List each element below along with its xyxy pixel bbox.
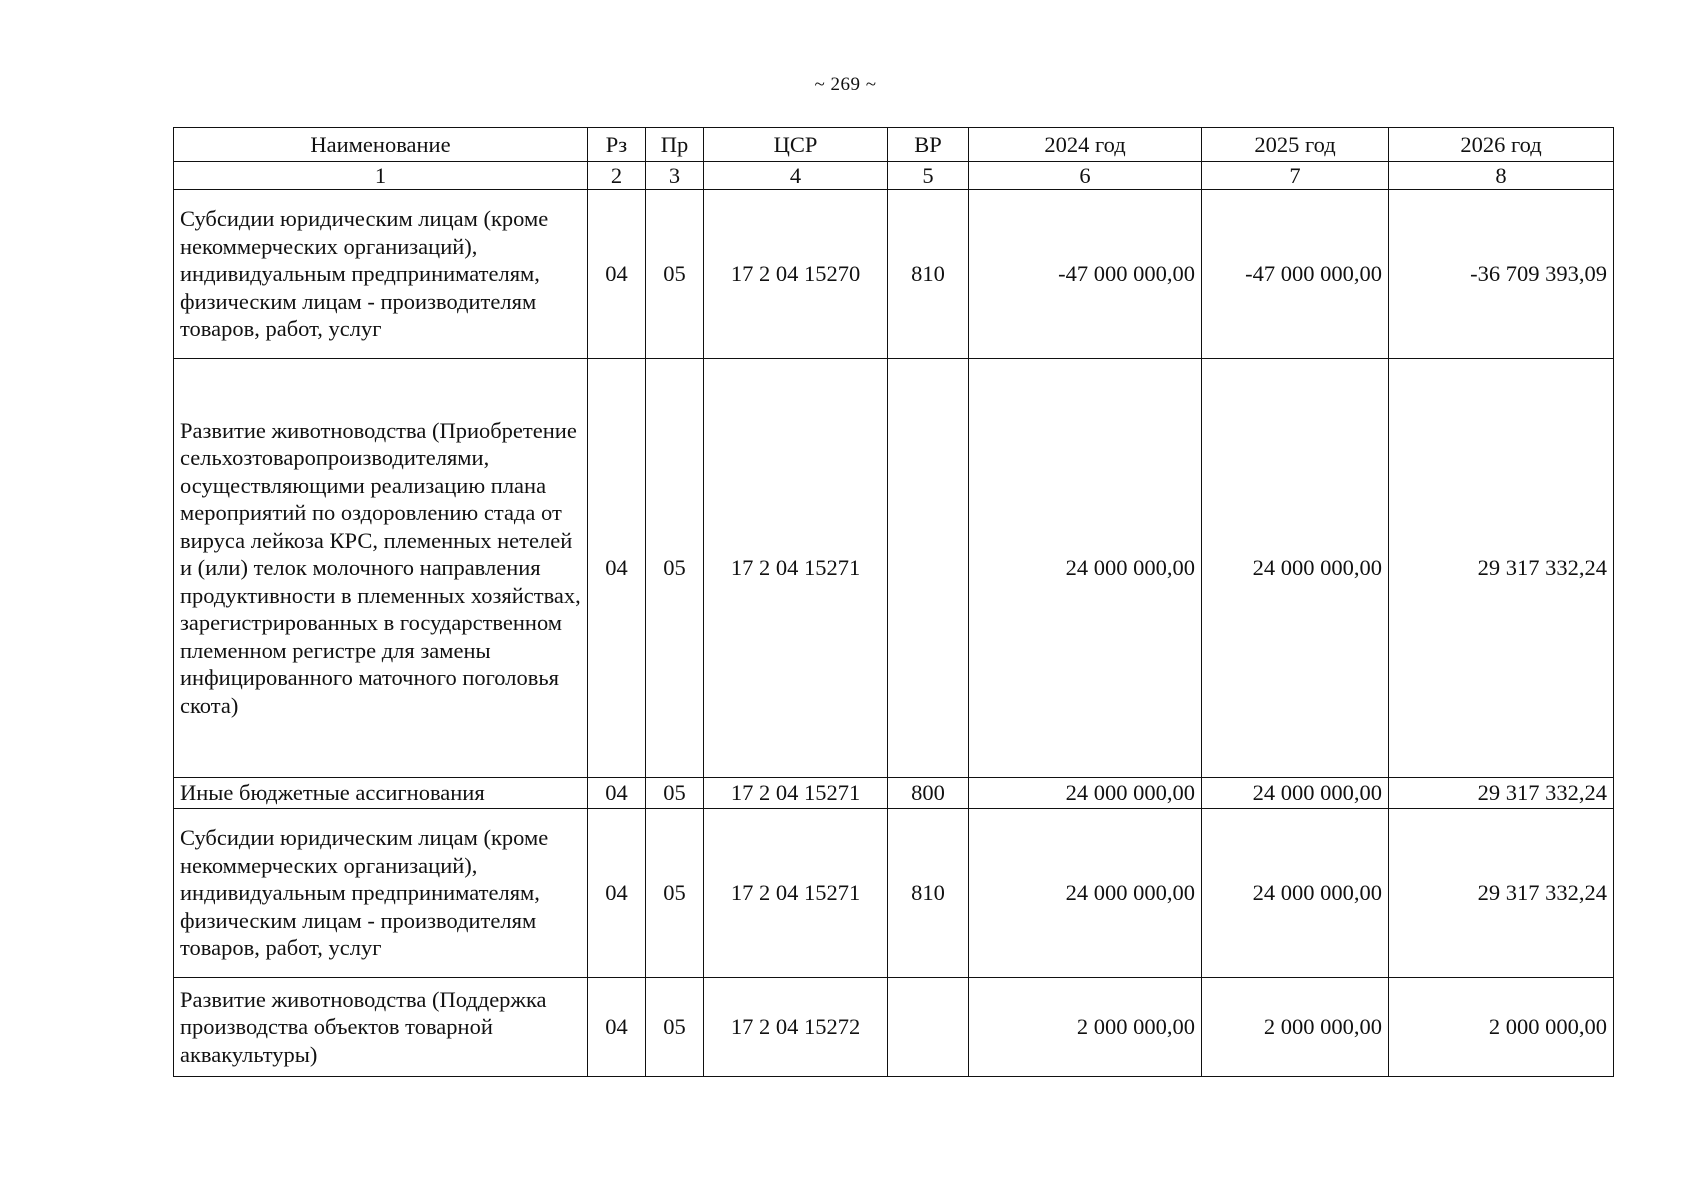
row-amount-2025: -47 000 000,00 bbox=[1202, 190, 1389, 359]
row-amount-2024: -47 000 000,00 bbox=[969, 190, 1202, 359]
row-csr: 17 2 04 15272 bbox=[704, 978, 888, 1077]
row-pr: 05 bbox=[646, 778, 704, 809]
row-amount-2024: 24 000 000,00 bbox=[969, 809, 1202, 978]
row-rz: 04 bbox=[588, 978, 646, 1077]
header-number-row bbox=[174, 162, 1614, 190]
row-amount-2026: 2 000 000,00 bbox=[1389, 978, 1614, 1077]
header-number: 1 bbox=[174, 162, 588, 190]
row-vr bbox=[888, 359, 969, 778]
header-number: 8 bbox=[1389, 162, 1614, 190]
row-name: Иные бюджетные ассигнования bbox=[174, 778, 588, 809]
row-amount-2024: 24 000 000,00 bbox=[969, 359, 1202, 778]
row-vr bbox=[888, 978, 969, 1077]
row-amount-2025: 24 000 000,00 bbox=[1202, 778, 1389, 809]
row-csr: 17 2 04 15271 bbox=[704, 778, 888, 809]
header-number: 2 bbox=[588, 162, 646, 190]
row-amount-2026: 29 317 332,24 bbox=[1389, 809, 1614, 978]
row-rz: 04 bbox=[588, 778, 646, 809]
row-amount-2025: 2 000 000,00 bbox=[1202, 978, 1389, 1077]
table-row bbox=[174, 778, 1614, 809]
row-rz: 04 bbox=[588, 809, 646, 978]
row-vr: 810 bbox=[888, 190, 969, 359]
row-amount-2024: 2 000 000,00 bbox=[969, 978, 1202, 1077]
row-amount-2026: 29 317 332,24 bbox=[1389, 778, 1614, 809]
row-csr: 17 2 04 15270 bbox=[704, 190, 888, 359]
row-amount-2024: 24 000 000,00 bbox=[969, 778, 1202, 809]
row-amount-2026: -36 709 393,09 bbox=[1389, 190, 1614, 359]
header-rz: Рз bbox=[588, 128, 646, 162]
row-vr: 810 bbox=[888, 809, 969, 978]
table-row bbox=[174, 809, 1614, 978]
header-name: Наименование bbox=[174, 128, 588, 162]
header-csr: ЦСР bbox=[704, 128, 888, 162]
row-amount-2026: 29 317 332,24 bbox=[1389, 359, 1614, 778]
row-csr: 17 2 04 15271 bbox=[704, 809, 888, 978]
header-row bbox=[174, 128, 1614, 162]
header-pr: Пр bbox=[646, 128, 704, 162]
header-number: 5 bbox=[888, 162, 969, 190]
row-name: Субсидии юридическим лицам (кроме некоммерческих организаций), индивидуальным предпринимателям, физическим лицам - производителям товаров, работ, услуг bbox=[174, 190, 588, 359]
header-2024: 2024 год bbox=[969, 128, 1202, 162]
row-rz: 04 bbox=[588, 359, 646, 778]
row-pr: 05 bbox=[646, 809, 704, 978]
row-vr: 800 bbox=[888, 778, 969, 809]
header-2026: 2026 год bbox=[1389, 128, 1614, 162]
table-row bbox=[174, 190, 1614, 359]
header-vr: ВР bbox=[888, 128, 969, 162]
row-csr: 17 2 04 15271 bbox=[704, 359, 888, 778]
page-number: ~ 269 ~ bbox=[814, 74, 877, 95]
header-number: 6 bbox=[969, 162, 1202, 190]
header-number: 7 bbox=[1202, 162, 1389, 190]
table-row bbox=[174, 978, 1614, 1077]
row-pr: 05 bbox=[646, 978, 704, 1077]
row-name: Субсидии юридическим лицам (кроме некоммерческих организаций), индивидуальным предпринимателям, физическим лицам - производителям товаров, работ, услуг bbox=[174, 809, 588, 978]
row-pr: 05 bbox=[646, 190, 704, 359]
table-row bbox=[174, 359, 1614, 778]
row-pr: 05 bbox=[646, 359, 704, 778]
row-name: Развитие животноводства (Поддержка производства объектов товарной аквакультуры) bbox=[174, 978, 588, 1077]
row-amount-2025: 24 000 000,00 bbox=[1202, 359, 1389, 778]
header-2025: 2025 год bbox=[1202, 128, 1389, 162]
row-name: Развитие животноводства (Приобретение сельхозтоваропроизводителями, осуществляющими реализацию плана мероприятий по оздоровлению стада от вируса лейкоза КРС, племенных нетелей и (или) телок молочного направления продуктивности в племенных хозяйствах, зарегистрированных в государственном племенном регистре для замены инфицированного маточного поголовья скота) bbox=[174, 359, 588, 778]
row-amount-2025: 24 000 000,00 bbox=[1202, 809, 1389, 978]
row-rz: 04 bbox=[588, 190, 646, 359]
header-number: 4 bbox=[704, 162, 888, 190]
budget-table bbox=[173, 127, 1614, 1077]
header-number: 3 bbox=[646, 162, 704, 190]
